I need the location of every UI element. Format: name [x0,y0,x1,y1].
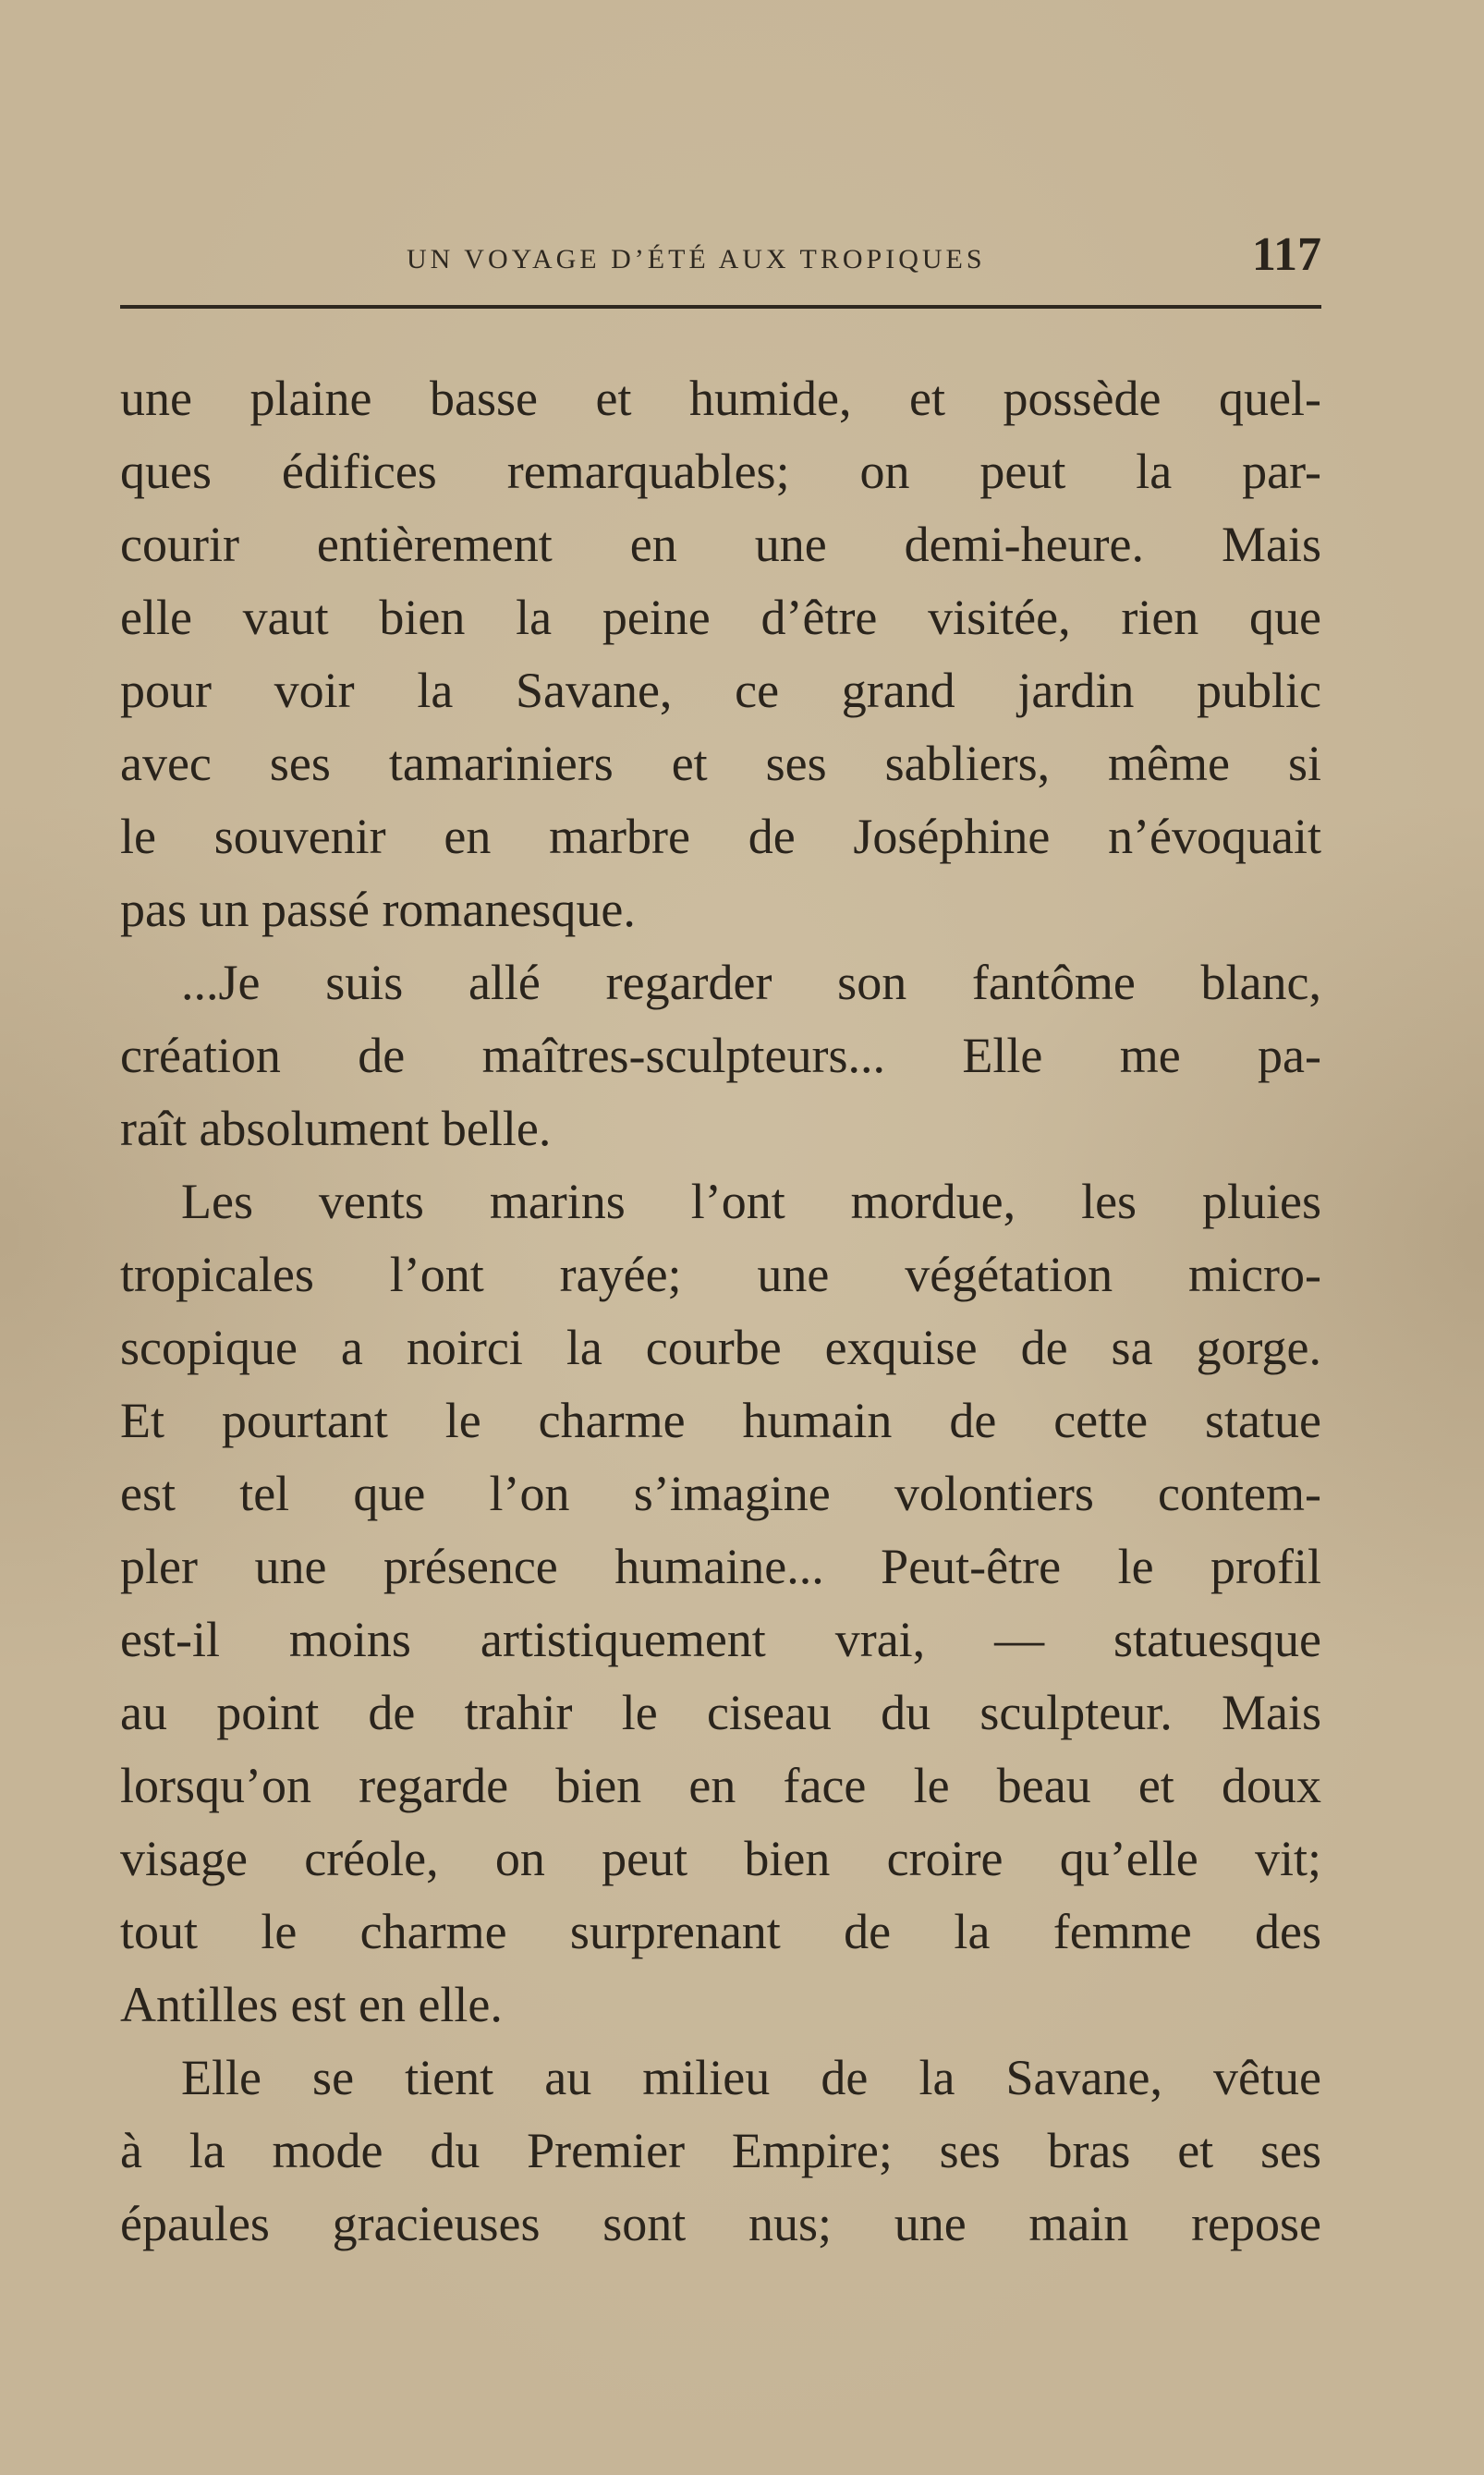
text-line: courir entièrement en une demi-heure. Mais [120,517,1321,572]
text-line: lorsqu’on regarde bien en face le beau et doux [120,1758,1321,1813]
text-line: pour voir la Savane, ce grand jardin public [120,663,1321,718]
text-line: une plaine basse et humide, et possède quel- [120,371,1321,426]
text-line: pas un passé romanesque. [120,882,636,937]
header-rule [120,305,1321,309]
running-title: UN VOYAGE D’ÉTÉ AUX TROPIQUES [407,244,986,274]
text-line: à la mode du Premier Empire; ses bras et ses [120,2123,1321,2178]
text-line: Les vents marins l’ont mordue, les pluies [181,1174,1321,1229]
text-line: ques édifices remarquables; on peut la par- [120,444,1321,499]
text-line: Elle se tient au milieu de la Savane, vêtue [181,2050,1321,2105]
text-line: visage créole, on peut bien croire qu’elle vit; [120,1831,1321,1886]
text-line: le souvenir en marbre de Joséphine n’évoquait [120,809,1321,864]
text-line: pler une présence humaine... Peut-être le profil [120,1539,1321,1594]
text-line: est tel que l’on s’imagine volontiers contem- [120,1466,1321,1521]
text-line: création de maîtres-sculpteurs... Elle me pa- [120,1028,1321,1083]
text-line: elle vaut bien la peine d’être visitée, rien que [120,590,1321,645]
text-line: épaules gracieuses sont nus; une main repose [120,2196,1321,2251]
text-line: tropicales l’ont rayée; une végétation micro- [120,1247,1321,1302]
body-text [120,362,1321,2261]
text-line: tout le charme surprenant de la femme des [120,1904,1321,1959]
page-number: 117 [1251,228,1321,281]
text-line: scopique a noirci la courbe exquise de sa gorge. [120,1320,1321,1375]
text-line: Antilles est en elle. [120,1977,503,2032]
text-line: raît absolument belle. [120,1101,552,1156]
text-line: Et pourtant le charme humain de cette statue [120,1393,1321,1448]
running-head [120,227,1321,292]
text-line: ...Je suis allé regarder son fantôme blanc, [181,955,1321,1010]
text-line: au point de trahir le ciseau du sculpteur. Mais [120,1685,1321,1740]
text-line: avec ses tamariniers et ses sabliers, même si [120,736,1321,791]
text-line: est-il moins artistiquement vrai, — statuesque [120,1612,1321,1667]
